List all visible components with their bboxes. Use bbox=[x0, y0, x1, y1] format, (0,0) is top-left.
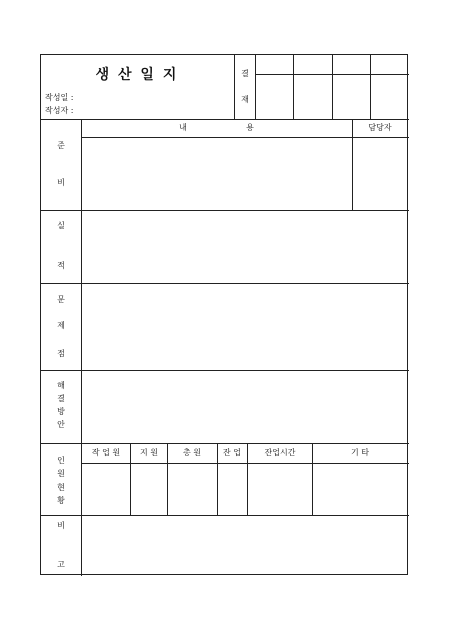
staff-support-field[interactable] bbox=[131, 464, 166, 515]
staff-column-header: 작 업 원 bbox=[91, 448, 121, 457]
problems-label-2: 제 bbox=[57, 321, 65, 330]
staff-total-field[interactable] bbox=[168, 464, 216, 515]
solutions-label-1: 해 bbox=[57, 381, 65, 390]
date-label: 작성일 : bbox=[45, 93, 74, 102]
results-label-bottom: 적 bbox=[57, 261, 65, 270]
solutions-label-2: 결 bbox=[57, 394, 65, 403]
column-header-content: 내 bbox=[179, 123, 187, 132]
staff-column-header: 지 원 bbox=[140, 448, 158, 457]
staff-workers-field[interactable] bbox=[82, 464, 129, 515]
staff-column-header: 기 타 bbox=[351, 448, 369, 457]
column-header-manager: 담당자 bbox=[368, 123, 392, 132]
column-header-content: 용 bbox=[246, 123, 254, 132]
remarks-content-field[interactable] bbox=[82, 516, 408, 574]
divider bbox=[41, 443, 409, 444]
solutions-label-3: 방 bbox=[57, 407, 65, 416]
staff-label-4: 황 bbox=[57, 496, 65, 505]
approval-sign-cell-3[interactable] bbox=[333, 75, 369, 118]
prep-content-field[interactable] bbox=[82, 138, 351, 209]
approval-title-cell-3[interactable] bbox=[333, 56, 369, 73]
author-field[interactable] bbox=[87, 104, 227, 116]
approval-label-top: 결 bbox=[241, 69, 249, 78]
page-title: 생 산 일 지 bbox=[95, 67, 179, 83]
approval-title-cell-1[interactable] bbox=[256, 56, 292, 73]
approval-title-cell-2[interactable] bbox=[294, 56, 331, 73]
staff-label-1: 인 bbox=[57, 456, 65, 465]
remarks-label-bottom: 고 bbox=[57, 560, 65, 569]
divider bbox=[234, 55, 235, 119]
problems-label-1: 문 bbox=[57, 295, 65, 304]
staff-label-2: 원 bbox=[57, 469, 65, 478]
divider bbox=[41, 119, 409, 120]
staff-label-3: 현 bbox=[57, 483, 65, 492]
prep-label-top: 준 bbox=[57, 141, 65, 150]
staff-column-header: 총 원 bbox=[183, 448, 201, 457]
approval-sign-cell-2[interactable] bbox=[294, 75, 331, 118]
staff-column-header: 잔 업 bbox=[223, 448, 241, 457]
problems-label-3: 점 bbox=[57, 349, 65, 358]
date-field[interactable] bbox=[87, 91, 227, 103]
staff-column-header: 잔업시간 bbox=[264, 448, 296, 457]
problems-content-field[interactable] bbox=[82, 284, 408, 370]
remarks-label-top: 비 bbox=[57, 521, 65, 530]
prep-manager-field[interactable] bbox=[353, 138, 408, 209]
approval-title-cell-4[interactable] bbox=[371, 56, 408, 73]
staff-other-field[interactable] bbox=[313, 464, 408, 515]
production-log-form bbox=[40, 54, 408, 575]
approval-sign-cell-1[interactable] bbox=[256, 75, 292, 118]
results-label-top: 실 bbox=[57, 221, 65, 230]
solutions-content-field[interactable] bbox=[82, 371, 408, 443]
staff-overtime-field[interactable] bbox=[218, 464, 246, 515]
results-content-field[interactable] bbox=[82, 211, 408, 283]
approval-sign-cell-4[interactable] bbox=[371, 75, 408, 118]
prep-label-bottom: 비 bbox=[57, 178, 65, 187]
solutions-label-4: 안 bbox=[57, 420, 65, 429]
author-label: 작성자 : bbox=[45, 106, 74, 115]
approval-label-bottom: 재 bbox=[241, 95, 249, 104]
staff-overtime-hours-field[interactable] bbox=[248, 464, 311, 515]
